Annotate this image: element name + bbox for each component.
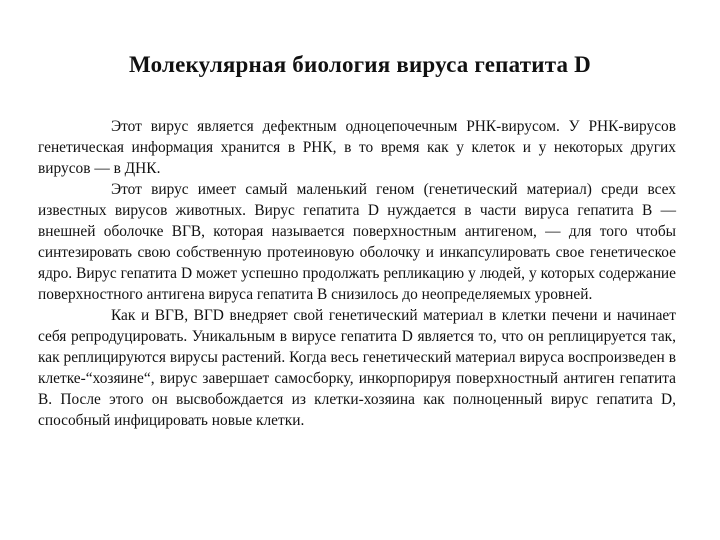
slide-title: Молекулярная биология вируса гепатита D — [129, 52, 591, 77]
paragraph-smallest-genome: Этот вирус имеет самый маленький геном (генетический материал) среди всех известных вирусов животных. Вирус гепатита D нуждается в части вируса гепатита B — внешней оболочке ВГВ, которая называется поверхностным антигеном, — для того чтобы синтезировать свою собственную протеиновую оболочку и инкапсулировать свое генетическое ядро. Вирус гепатита D может успешно продолжать репликацию у людей, у которых содержание поверхностного антигена вируса гепатита B снизилось до неопределяемых уровней. — [38, 181, 676, 303]
slide-body — [38, 116, 676, 431]
paragraph-defective-rna-virus: Этот вирус является дефектным одноцепочечным РНК-вирусом. У РНК-вирусов генетическая информация хранится в РНК, в то время как у клеток и у некоторых других вирусов — в ДНК. — [38, 118, 676, 177]
paragraph-replication: Как и ВГВ, ВГD внедряет свой генетический материал в клетки печени и начинает себя репродуцировать. Уникальным в вирусе гепатита D является то, что он реплицируется так, как реплицируются вирусы растений. Когда весь генетический материал вируса воспроизведен в клетке-“хозяине“, вирус завершает самосборку, инкорпорируя поверхностный антиген гепатита B. После этого он высвобождается из клетки-хозяина как полноценный вирус гепатита D, способный инфицировать новые клетки. — [38, 307, 676, 429]
